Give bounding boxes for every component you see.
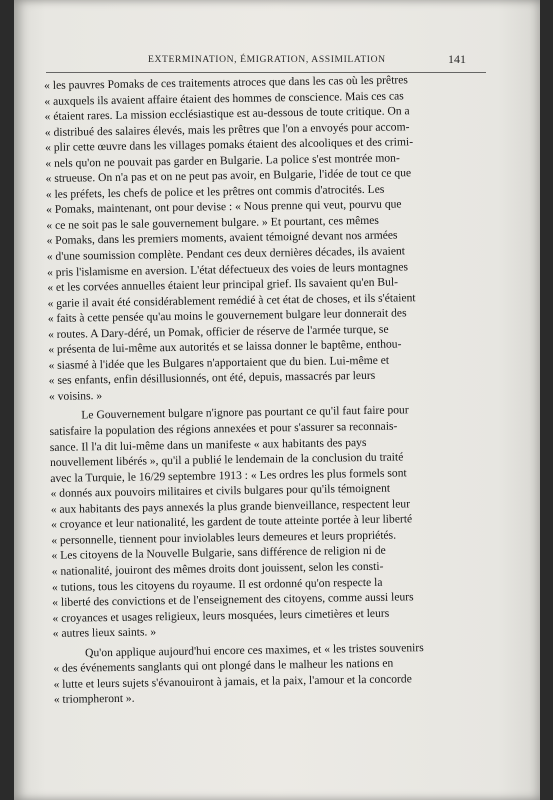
text-line: « des événements sanglants qui ont plongé dans le malheur les nations en (53, 656, 394, 676)
text-line: « et les corvées annuelles étaient leur principal grief. Ils savaient qu'en Bul- (47, 275, 399, 295)
text-line: « pris l'islamisme en aversion. L'état défectueux des voies de leurs montagnes (46, 259, 409, 279)
text-line: « ses enfants, enfin désillusionnés, ont été, depuis, massacrés par leurs (48, 369, 376, 388)
text-line: sance. Il l'a dit lui-même dans un manifeste « aux habitants des pays (49, 435, 367, 454)
text-line: « voisins. » (48, 389, 103, 403)
text-line: « personnelle, tiennent pour inviolables leurs demeures et leurs propriétés. (51, 528, 397, 547)
running-title: EXTERMINATION, ÉMIGRATION, ASSIMILATION (148, 54, 386, 65)
text-line: « tutions, tous les citoyens du royaume. Il est ordonné qu'on respecte la (51, 575, 383, 594)
paragraph-manifesto (49, 401, 503, 641)
text-line: « routes. A Dary-déré, un Pomak, officier de réserve de l'armée turque, se (47, 322, 389, 341)
text-line: « présenta de lui-même aux autorités et se laissa donner le baptême, enthou- (48, 337, 402, 357)
text-line: avec la Turquie, le 16/29 septembre 1913 : « Les ordres les plus formels sont (50, 466, 407, 485)
text-line: « liberté des convictions et de l'enseignement des citoyens, comme aussi leurs (52, 590, 414, 609)
text-line: « ce ne soit pas le sale gouvernement bulgare. » Et pourtant, ces mêmes (46, 213, 379, 232)
body-text (44, 71, 504, 708)
text-line: « aux habitants des pays annexés la plus grande bienveillance, respectent leur (50, 497, 411, 516)
text-line: « Pomaks, maintenant, ont pour devise : « Nous prenne qui veut, pourvu que (45, 197, 402, 217)
text-line: Le Gouvernement bulgare n'ignore pas pourtant ce qu'il faut faire pour (81, 403, 409, 422)
text-line: nouvellement libérés », qu'il a publié le lendemain de la conclusion du traité (49, 450, 404, 470)
text-line: « auxquels ils avaient affaire étaient des hommes de conscience. Mais ces cas (44, 88, 404, 108)
text-line: « Les citoyens de la Nouvelle Bulgarie, sans différence de religion ni de (51, 544, 386, 563)
text-line: « faits à cette pensée qu'au moins le gouvernement bulgare leur donnerait des (47, 306, 407, 326)
text-line: « strueuse. On n'a pas et on ne peut pas avoir, en Bulgarie, l'idée de tout ce que (45, 166, 412, 186)
book-page (14, 0, 540, 800)
text-line: Qu'on applique aujourd'hui encore ces maximes, et « les tristes souvenirs (84, 640, 424, 660)
paragraph-conclusion (53, 639, 504, 708)
text-line: « garie il avait été considérablement remédié à cet état de choses, et ils s'étaient (47, 290, 416, 310)
page-number: 141 (448, 52, 466, 66)
text-line: « les pauvres Pomaks de ces traitements atroces que dans les cas où les prêtres (44, 73, 408, 92)
text-line: « plir cette œuvre dans les villages pomaks étaient des alcooliques et des crimi- (44, 135, 414, 155)
text-line: « autres lieux saints. » (52, 625, 157, 641)
text-line: « les préfets, les chefs de police et les prêtres ont commis d'atrocités. Les (45, 182, 385, 201)
text-line: « croyance et leur nationalité, les gardent de toute atteinte portée à leur liberté (50, 512, 413, 532)
text-line: « d'une soumission complète. Pendant ces deux dernières décades, ils avaient (46, 244, 406, 263)
text-line: satisfaire la population des régions annexées et pour s'assurer sa reconnais- (49, 419, 398, 438)
text-line: « triompheront ». (53, 691, 135, 707)
text-line: « nels qu'on ne pouvait pas garder en Bulgarie. La police s'est montrée mon- (45, 151, 400, 170)
paragraph-quote-pomaks (44, 71, 499, 405)
text-line: « étaient rares. La mission ecclésiastique est au-dessous de toute critique. On a (44, 104, 410, 124)
text-line: « nationalité, jouiront des mêmes droits dont jouissent, selon les consti- (51, 559, 384, 578)
text-line: « lutte et leurs sujets s'évanouiront à jamais, et la paix, l'amour et la concorde (53, 672, 412, 691)
text-line: « Pomaks, dans les premiers moments, avaient témoigné devant nos armées (46, 228, 398, 248)
text-line: « donnés aux pouvoirs militaires et civils bulgares pour qu'ils témoignent (50, 481, 391, 501)
text-line: « distribué des salaires élevés, mais les prêtres que l'on a envoyés pour accom- (44, 119, 410, 139)
text-line: « croyances et usages religieux, leurs mosquées, leurs cimetières et leurs (52, 606, 390, 625)
text-line: « siasmé à l'idée que les Bulgares n'apportaient que du bien. Lui-même et (48, 353, 390, 372)
